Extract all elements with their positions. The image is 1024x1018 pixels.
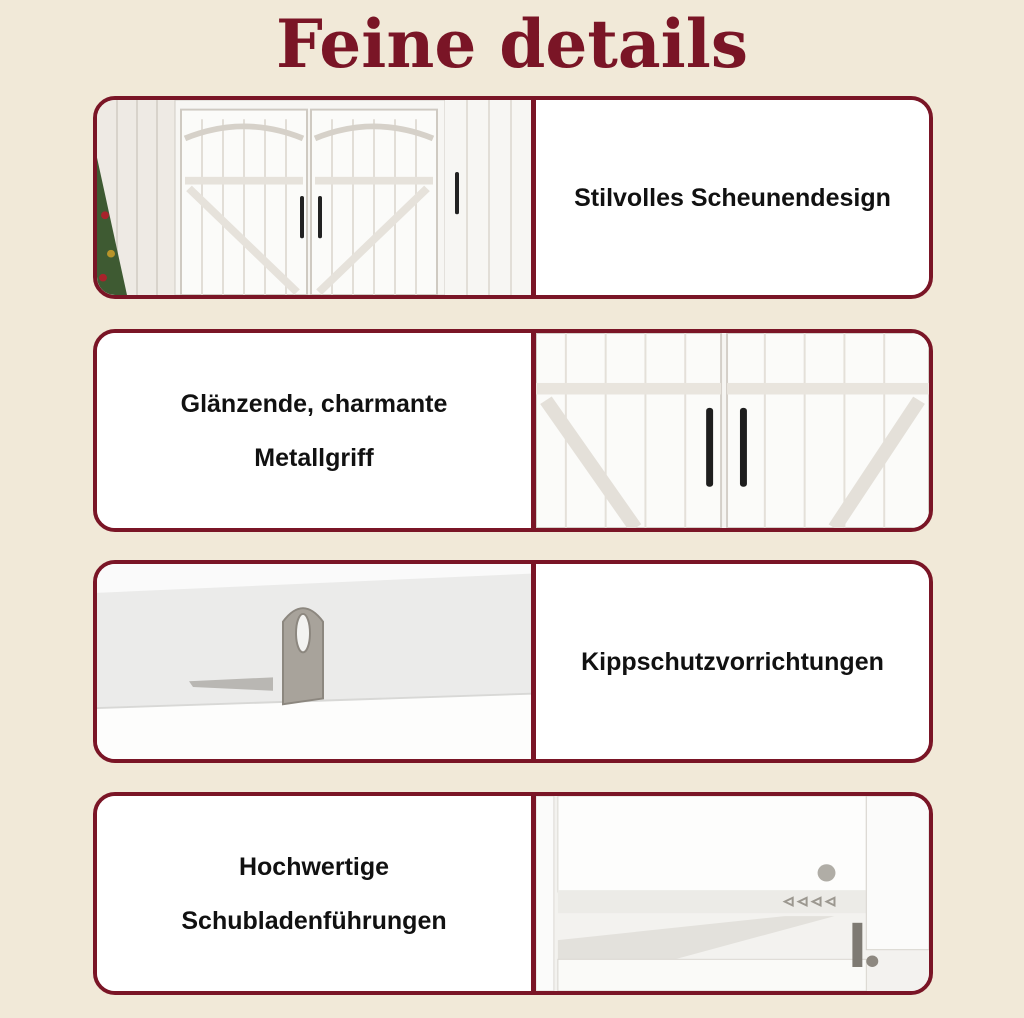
feature-label-line-1: Hochwertige (238, 852, 390, 881)
drawer-slides-photo (536, 796, 929, 991)
feature-card-anti-tip (93, 560, 933, 763)
feature-text (536, 100, 929, 295)
metal-handles-photo (536, 333, 929, 528)
feature-card-drawer-slides (93, 792, 933, 995)
anti-tip-bracket-photo (97, 564, 531, 759)
barn-door-cabinet-photo (97, 100, 531, 295)
feature-card-metal-handle (93, 329, 933, 532)
feature-text (97, 796, 531, 991)
feature-label: Stilvolles Scheunendesign (574, 183, 891, 212)
page-title: Feine details (276, 5, 748, 83)
feature-label-line-1: Glänzende, charmante (180, 389, 448, 418)
feature-label-line-2: Metallgriff (254, 443, 374, 472)
feature-text (536, 564, 929, 759)
feature-label-line-2: Schubladenführungen (181, 906, 447, 935)
feature-card-barn-design (93, 96, 933, 299)
feature-label: Kippschutzvorrichtungen (581, 647, 884, 676)
feature-text (97, 333, 531, 528)
